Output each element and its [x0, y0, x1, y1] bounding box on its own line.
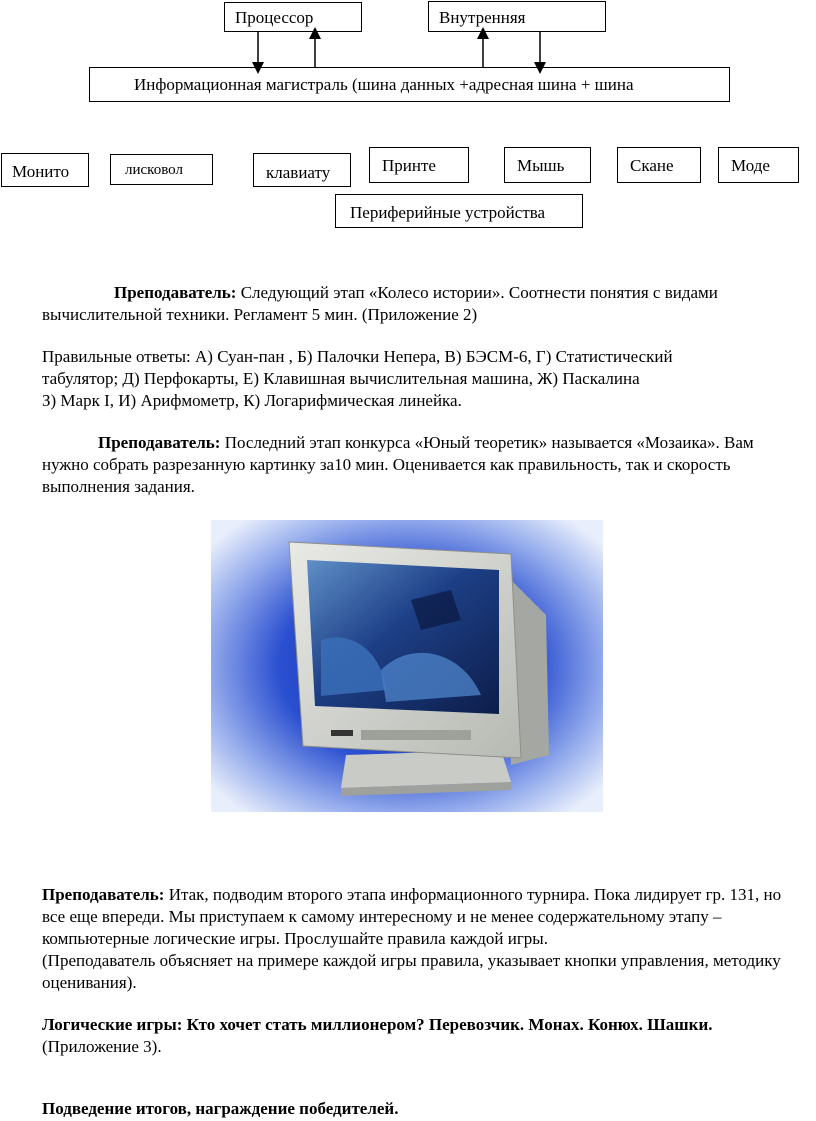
device-disk-drive	[110, 154, 213, 185]
peripheral-box	[335, 194, 583, 228]
device-scanner	[617, 147, 701, 183]
logic-games-heading: Логические игры: Кто хочет стать миллионером? Перевозчик. Монах. Конюх. Шашки.	[42, 1015, 713, 1034]
teacher-label: Преподаватель:	[42, 885, 165, 904]
peripheral-label: Периферийные устройства	[350, 203, 546, 222]
device-keyboard	[253, 153, 351, 187]
device-monitor	[1, 153, 89, 187]
answers-line: табулятор; Д) Перфокарты, Е) Клавишная вычислительная машина, Ж) Паскалина	[42, 369, 640, 388]
device-modem	[718, 147, 799, 183]
monitor-image	[211, 520, 603, 812]
answers-line: З) Марк I, И) Арифмометр, К) Логарифмическая линейка.	[42, 391, 462, 410]
paragraph-summary	[42, 1098, 802, 1120]
device-printer	[369, 147, 469, 183]
paragraph-text: Следующий этап «Колесо истории». Соотнести понятия с видами вычислительной техники. Регламент 5 мин. (Приложение 2)	[42, 283, 718, 324]
paragraph-text: Итак, подводим второго этапа информационного турнира. Пока лидирует гр. 131, но все еще впереди. Мы приступаем к самому интересному и не менее содержательному этапу – компьютерные логические игры. Прослушайте правила каждой игры.	[42, 885, 782, 948]
appendix-ref: (Приложение 3).	[42, 1037, 162, 1056]
teacher-label: Преподаватель:	[98, 433, 221, 452]
device-printer-label: Принте	[382, 156, 436, 175]
answers-line: Правильные ответы: А) Суан-пан , Б) Палочки Непера, В) БЭСМ-6, Г) Статистический	[42, 347, 673, 366]
teacher-label: Преподаватель:	[114, 283, 237, 302]
device-disk-drive-label: лисковол	[125, 162, 183, 178]
paragraph-note: (Преподаватель объясняет на примере каждой игры правила, указывает кнопки управления, методику оценивания).	[42, 951, 781, 992]
paragraph-mosaic	[42, 432, 802, 498]
paragraph-correct-answers	[42, 346, 802, 412]
paragraph-wheel-of-history	[42, 282, 802, 326]
device-keyboard-label: клавиату	[266, 163, 331, 182]
paragraph-text: Последний этап конкурса «Юный теоретик» называется «Мозаика». Вам нужно собрать разрезанную картинку за10 мин. Оценивается как правильность, так и скорость выполнения задания.	[42, 433, 754, 496]
device-scanner-label: Скане	[630, 156, 674, 175]
device-mouse	[504, 147, 591, 183]
device-mouse-label: Мышь	[517, 156, 565, 175]
internal-label: Внутренняя	[439, 8, 526, 27]
summary-heading: Подведение итогов, награждение победителей.	[42, 1099, 399, 1118]
paragraph-logic-games	[42, 1014, 802, 1058]
device-modem-label: Моде	[731, 156, 770, 175]
processor-label: Процессор	[235, 8, 314, 27]
bus-label: Информационная магистраль (шина данных +адресная шина + шина	[134, 75, 634, 94]
device-monitor-label: Монито	[12, 162, 70, 181]
paragraph-second-stage	[42, 884, 802, 994]
